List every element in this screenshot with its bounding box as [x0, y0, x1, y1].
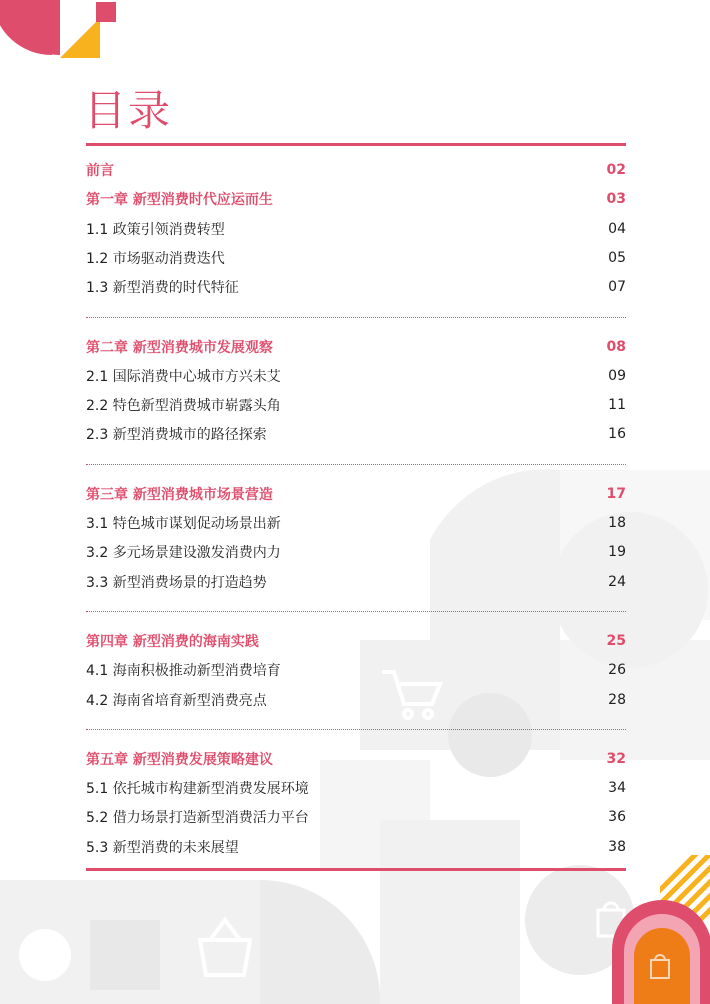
- bottom-right-arch: [612, 900, 710, 1004]
- toc-entry-page-number: 36: [608, 809, 626, 826]
- toc-entry-label: 第一章 新型消费时代应运而生: [86, 192, 273, 209]
- toc-entry-page-number: 07: [608, 279, 626, 296]
- page-title: 目录: [84, 86, 173, 135]
- toc-entry-label: 3.2 多元场景建设激发消费内力: [86, 545, 281, 562]
- toc-entry-page-number: 05: [608, 249, 626, 266]
- toc-section-entry[interactable]: [86, 656, 626, 684]
- toc-entry-label: 5.1 依托城市构建新型消费发展环境: [86, 781, 309, 798]
- toc-entry-label: 1.1 政策引领消费转型: [86, 221, 225, 238]
- toc-section-entry[interactable]: [86, 420, 626, 448]
- toc-section-entry[interactable]: [86, 509, 626, 537]
- toc-chapter-entry[interactable]: [86, 745, 626, 773]
- toc-section-entry[interactable]: [86, 833, 626, 861]
- toc-entry-label: 3.1 特色城市谋划促动场景出新: [86, 516, 281, 532]
- toc-entry-page-number: 09: [608, 367, 626, 384]
- chapter-separator: [86, 317, 626, 318]
- toc-section-entry[interactable]: [86, 686, 626, 714]
- toc-entry-page-number: 38: [608, 838, 626, 855]
- toc-entry-label: 5.3 新型消费的未来展望: [86, 839, 239, 856]
- toc-entry-page-number: 17: [606, 485, 626, 502]
- toc-entry-label: 第五章 新型消费发展策略建议: [86, 751, 273, 768]
- toc-chapter-entry[interactable]: [86, 185, 626, 213]
- toc-entry-page-number: 08: [606, 338, 626, 355]
- toc-entry-label: 前言: [86, 163, 114, 179]
- toc-entry-label: 5.2 借力场景打造新型消费活力平台: [86, 810, 309, 827]
- toc-entry-label: 4.1 海南积极推动新型消费培育: [86, 663, 281, 680]
- toc-entry-page-number: 04: [608, 220, 626, 237]
- toc-section-entry[interactable]: [86, 774, 626, 802]
- toc-entry-label: 3.3 新型消费场景的打造趋势: [86, 574, 267, 591]
- toc-entry-label: 第三章 新型消费城市场景营造: [86, 486, 273, 503]
- toc-section-entry[interactable]: [86, 215, 626, 243]
- toc-chapter-entry[interactable]: [86, 333, 626, 361]
- bottom-divider: [86, 868, 626, 871]
- toc-section-entry[interactable]: [86, 273, 626, 301]
- chapter-separator: [86, 464, 626, 465]
- toc-section-entry[interactable]: [86, 538, 626, 566]
- chapter-separator: [86, 729, 626, 730]
- toc-entry-page-number: 26: [608, 662, 626, 679]
- toc-entry-label: 1.2 市场驱动消费迭代: [86, 250, 225, 267]
- toc-entry-label: 2.3 新型消费城市的路径探索: [86, 427, 267, 444]
- chapter-separator: [86, 611, 626, 612]
- toc-entry-label: 第四章 新型消费的海南实践: [86, 633, 259, 650]
- toc-entry-page-number: 03: [606, 191, 626, 208]
- toc-section-entry[interactable]: [86, 244, 626, 272]
- toc-chapter-entry[interactable]: [86, 156, 626, 184]
- corner-logo-graphic: [0, 0, 116, 58]
- toc-entry-label: 2.2 特色新型消费城市崭露头角: [86, 398, 281, 415]
- toc-entry-page-number: 25: [606, 632, 626, 649]
- toc-entry-page-number: 02: [606, 162, 626, 178]
- toc-entry-page-number: 11: [608, 397, 626, 414]
- toc-section-entry[interactable]: [86, 362, 626, 390]
- toc-section-entry[interactable]: [86, 568, 626, 596]
- toc-entry-label: 1.3 新型消费的时代特征: [86, 280, 239, 297]
- toc-entry-label: 2.1 国际消费中心城市方兴未艾: [86, 368, 281, 385]
- toc-entry-page-number: 32: [606, 750, 626, 767]
- toc-entry-page-number: 34: [608, 780, 626, 797]
- toc-entry-page-number: 16: [608, 426, 626, 443]
- toc-entry-page-number: 28: [608, 691, 626, 708]
- toc-chapter-entry[interactable]: [86, 480, 626, 508]
- toc-entry-page-number: 18: [608, 515, 626, 531]
- title-divider: [86, 143, 626, 146]
- toc-section-entry[interactable]: [86, 803, 626, 831]
- toc-entry-label: 第二章 新型消费城市发展观察: [86, 339, 273, 356]
- toc-entry-label: 4.2 海南省培育新型消费亮点: [86, 692, 267, 709]
- toc-entry-page-number: 24: [608, 573, 626, 590]
- toc-chapter-entry[interactable]: [86, 627, 626, 655]
- toc-section-entry[interactable]: [86, 391, 626, 419]
- toc-entry-page-number: 19: [608, 544, 626, 561]
